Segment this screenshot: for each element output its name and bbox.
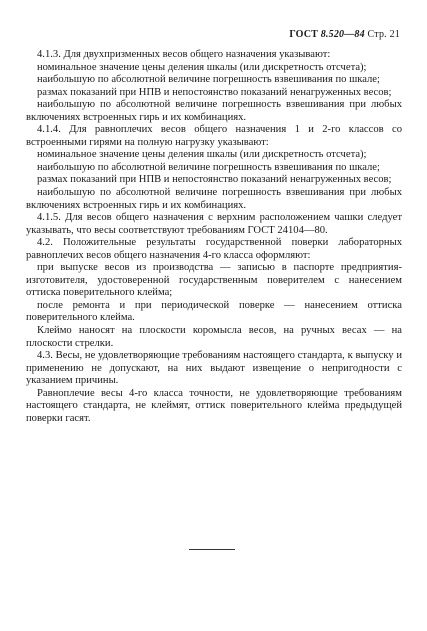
page-label: Стр. <box>367 29 387 40</box>
list-item: наибольшую по абсолютной величине погрешность взвешивания по шкале; <box>37 74 380 86</box>
end-divider <box>189 549 235 550</box>
page-header <box>289 29 400 40</box>
paragraph-4-1-4: 4.1.4. Для равноплечих весов общего назначения 1 и 2-го классов со встроенными гирями на полную нагрузку указывают: <box>26 124 402 148</box>
page-number: 21 <box>389 29 400 40</box>
list-item: номинальное значение цены деления шкалы (или дискретность отсчета); <box>37 149 367 161</box>
paragraph-stamp-placement: Клеймо наносят на плоскости коромысла весов, на ручных весах — на плоскости стрелки. <box>26 325 402 349</box>
list-item: размах показаний при НПВ и непостоянство показаний ненагруженных весов; <box>37 174 392 186</box>
paragraph-4-2: 4.2. Положительные результаты государственной поверки лабораторных равноплечих весов общего назначения 4-го класса оформляют: <box>26 237 402 261</box>
list-item: наибольшую по абсолютной величине погрешность взвешивания при любых включениях встроенных гирь и их комбинациях. <box>26 99 402 123</box>
standard-code: 8.520—84 <box>320 29 365 40</box>
list-item: при выпуске весов из производства — записью в паспорте предприятия-изготовителя, удостоверенной государственным поверителем с нанесением оттиска поверительного клейма; <box>26 262 402 299</box>
list-item: наибольшую по абсолютной величине погрешность взвешивания по шкале; <box>37 161 380 173</box>
paragraph-4-1-3: 4.1.3. Для двухпризменных весов общего назначения указывают: <box>37 49 331 60</box>
list-item: размах показаний при НПВ и непостоянство показаний ненагруженных весов; <box>37 86 392 98</box>
standard-label: ГОСТ <box>289 29 319 40</box>
paragraph-4-3: 4.3. Весы, не удовлетворяющие требованиям настоящего стандарта, к выпуску и применению не допускают, на них выдают извещение о непригодности с указанием причины. <box>26 350 402 387</box>
list-item: после ремонта и при периодической поверке — нанесением оттиска поверительного клейма. <box>26 299 402 324</box>
list-item: наибольшую по абсолютной величине погрешность взвешивания при любых включениях встроенных гирь и их комбинациях. <box>26 187 402 211</box>
list-item: номинальное значение цены деления шкалы (или дискретность отсчета); <box>37 61 367 73</box>
document-body <box>26 49 402 425</box>
paragraph-class-4-scales: Равноплечие весы 4-го класса точности, не удовлетворяющие требованиям настоящего стандарта, не клеймят, оттиск поверительного клейма предыдущей поверки гасят. <box>26 387 402 424</box>
paragraph-4-1-5: 4.1.5. Для весов общего назначения с верхним расположением чашки следует указывать, что весы соответствуют требованиям ГОСТ 24104—80. <box>26 212 402 236</box>
